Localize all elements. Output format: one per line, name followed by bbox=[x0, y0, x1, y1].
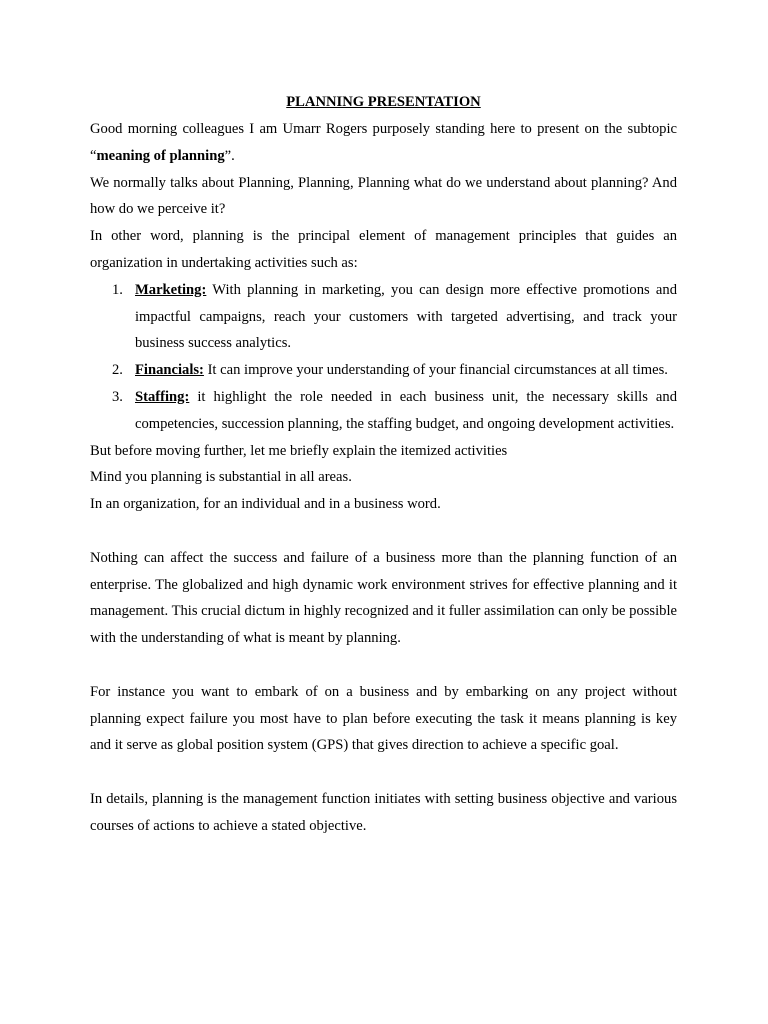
list-term: Marketing: bbox=[135, 281, 207, 298]
list-item bbox=[90, 357, 677, 384]
list-text: It can improve your understanding of your financial circumstances at all times. bbox=[203, 362, 668, 379]
open-quote: “ bbox=[90, 147, 97, 164]
subtopic-emphasis: meaning of planning bbox=[96, 147, 225, 164]
list-term: Financials: bbox=[135, 362, 204, 379]
paragraph-instance: For instance you want to embark of on a business and by embarking on any project without planning expect failure you most have to plan before executing the task it means planning is key and it serve as global position system (GPS) that gives direction to achieve a specific goal. bbox=[90, 683, 677, 754]
paragraph-other-word: In other word, planning is the principal element of management principles that guides an organization in undertaking activities such as: bbox=[90, 228, 677, 271]
list-term: Staffing: bbox=[135, 388, 190, 405]
list-text: With planning in marketing, you can design more effective promotions and impactful campaigns, reach your customers with targeted advertising, and track your business success analytics. bbox=[135, 281, 677, 352]
close-quote: ”. bbox=[224, 147, 235, 164]
paragraph-spacer bbox=[90, 652, 677, 679]
line-mind-you: Mind you planning is substantial in all areas. bbox=[90, 469, 352, 486]
activities-list bbox=[90, 277, 677, 438]
paragraph-understand: We normally talks about Planning, Planning, Planning what do we understand about planning? And how do we perceive it? bbox=[90, 174, 677, 218]
document-page bbox=[90, 88, 677, 840]
list-number: 1. bbox=[112, 281, 123, 298]
list-item bbox=[90, 384, 677, 438]
paragraph-spacer bbox=[90, 759, 677, 786]
paragraph-spacer bbox=[90, 518, 677, 545]
line-before-moving: But before moving further, let me briefly explain the itemized activities bbox=[90, 442, 508, 459]
document-title: PLANNING PRESENTATION bbox=[286, 94, 481, 110]
list-number: 3. bbox=[112, 388, 123, 405]
list-item bbox=[90, 277, 677, 357]
intro-line: Good morning colleagues I am Umarr Rogers purposely standing here to present on the subtopic bbox=[90, 121, 677, 137]
intro-subtopic bbox=[90, 143, 677, 170]
list-text: it highlight the role needed in each business unit, the necessary skills and competencies, succession planning, the staffing budget, and ongoing development activities. bbox=[135, 388, 677, 432]
line-organization: In an organization, for an individual and in a business word. bbox=[90, 496, 441, 513]
paragraph-details: In details, planning is the management function initiates with setting business objective and various courses of actions to achieve a stated objective. bbox=[90, 790, 677, 834]
list-number: 2. bbox=[112, 362, 123, 379]
paragraph-nothing: Nothing can affect the success and failure of a business more than the planning function of an enterprise. The globalized and high dynamic work environment strives for effective planning and it management. This crucial dictum in highly recognized and it fuller assimilation can only be possible with the understanding of what is meant by planning. bbox=[90, 549, 677, 647]
